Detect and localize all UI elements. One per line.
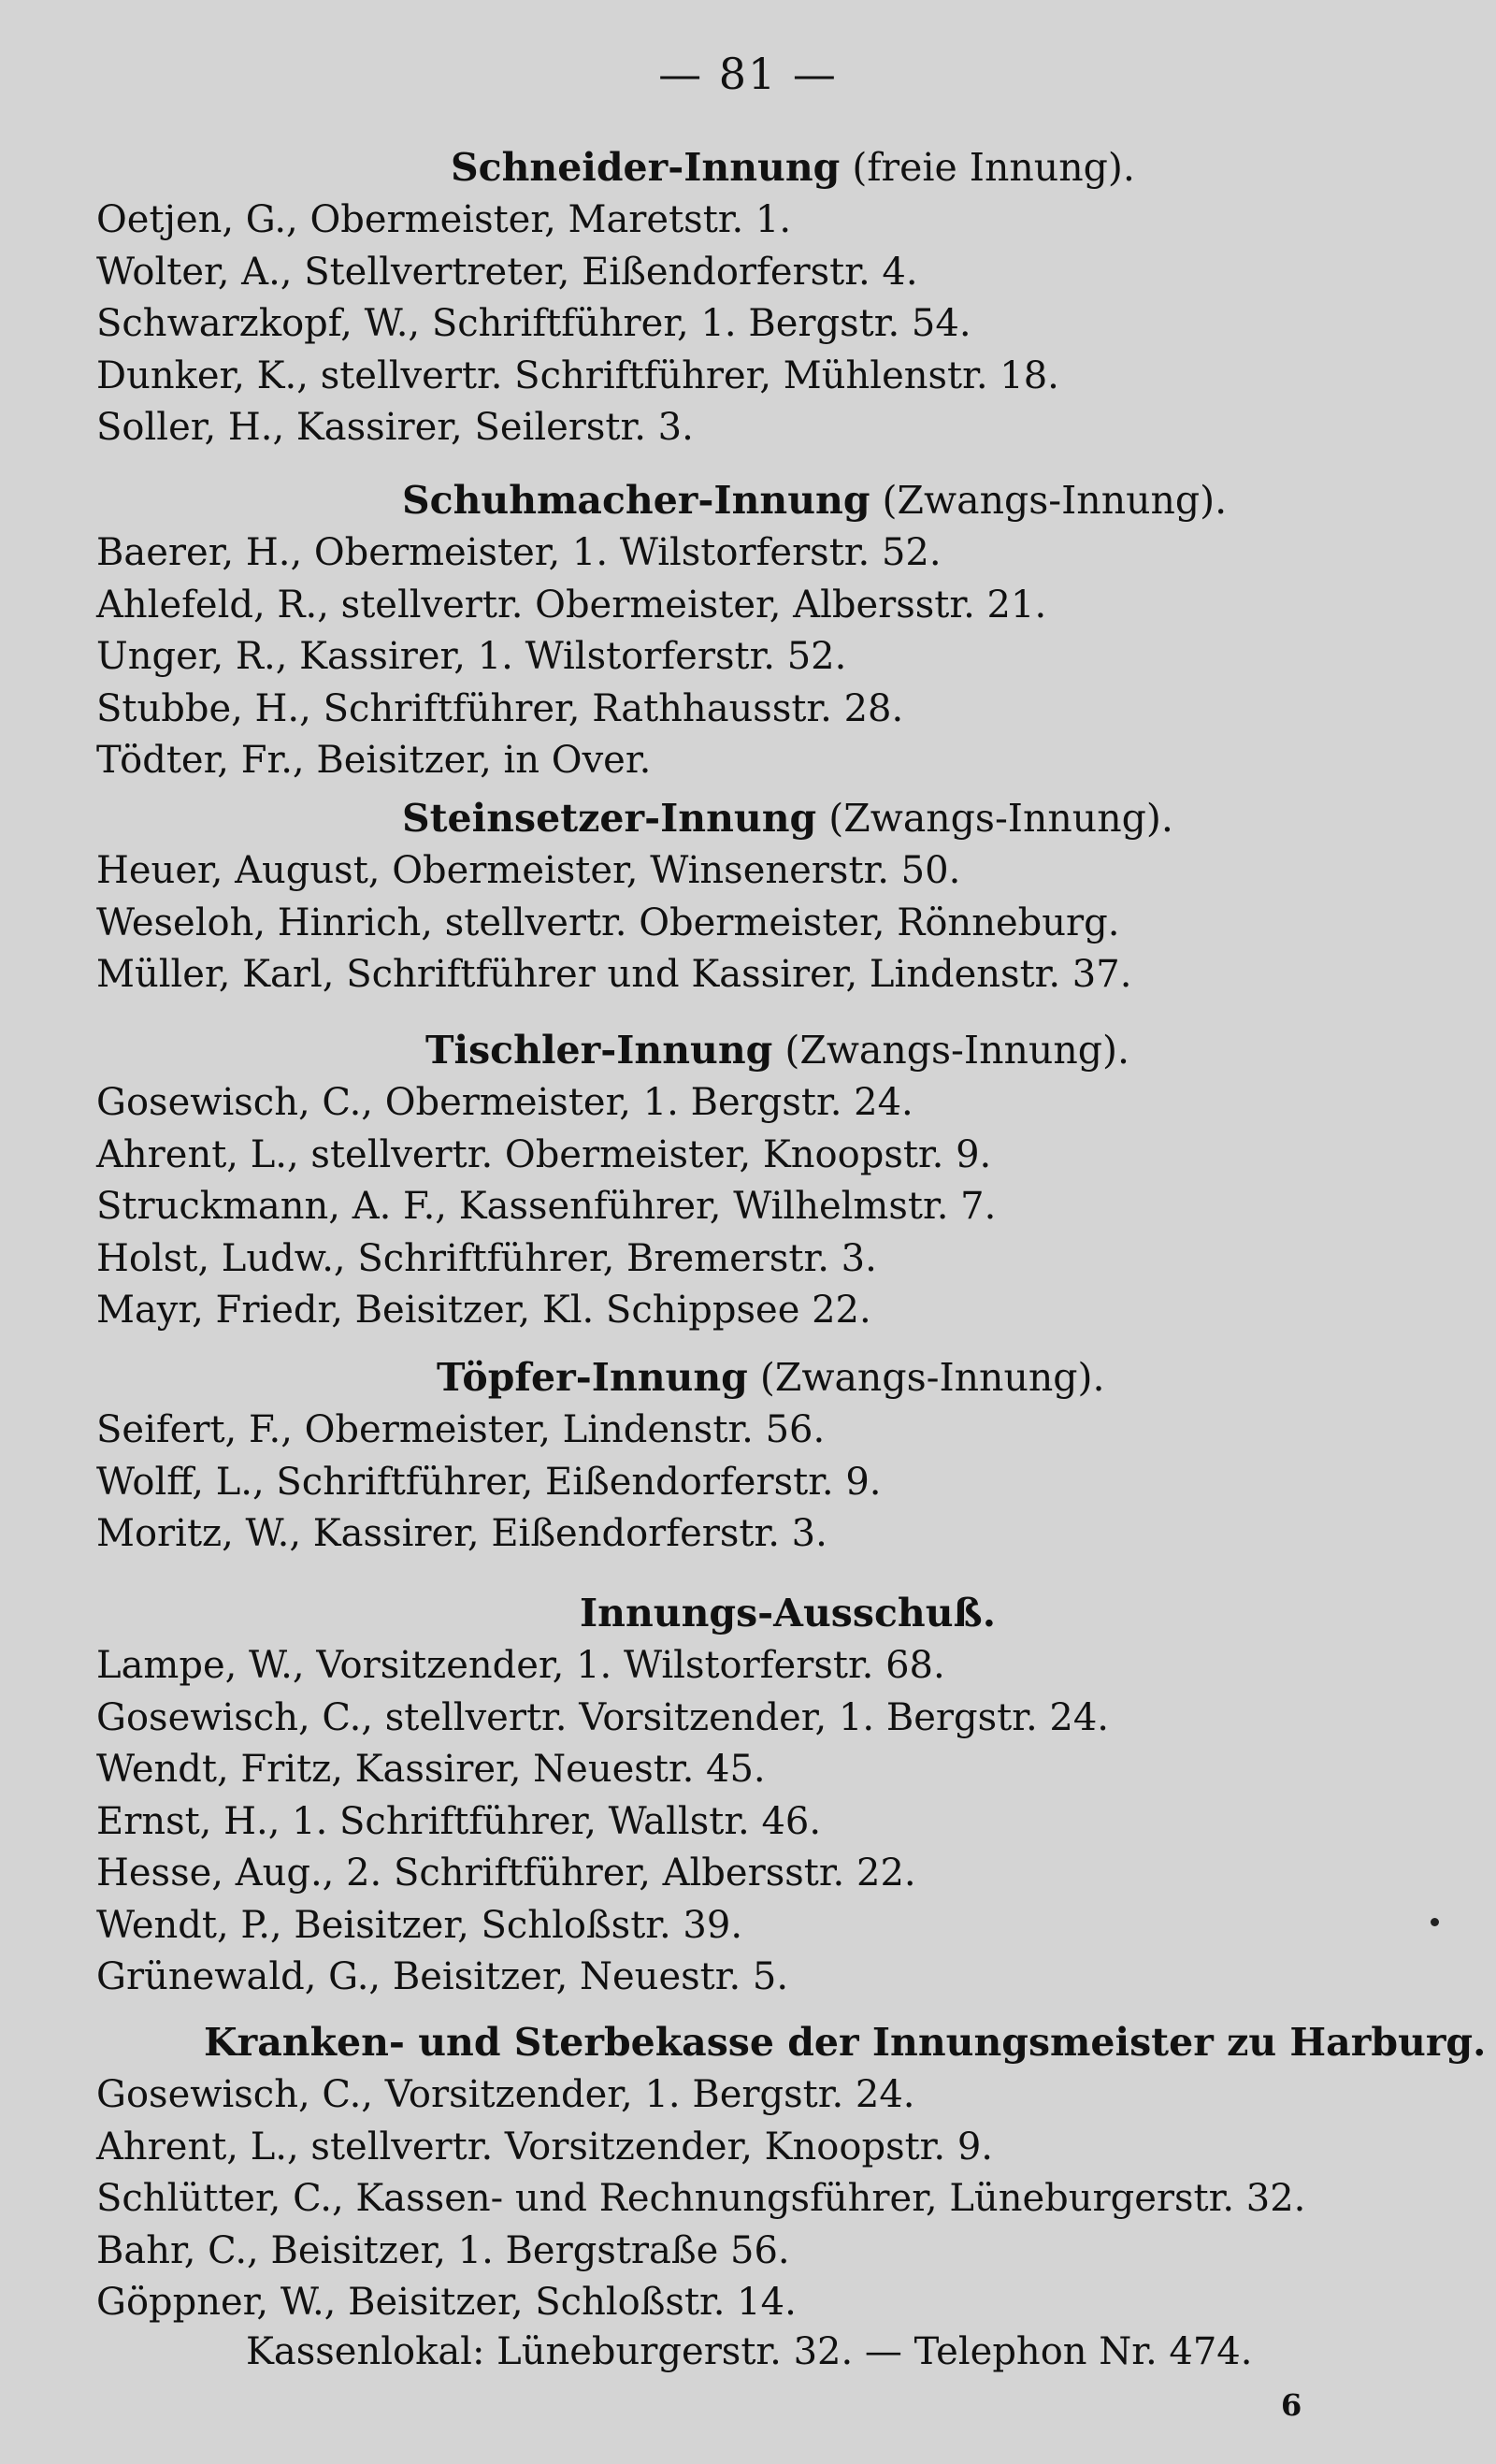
heading-title: Innungs-Ausschuß. bbox=[580, 1591, 996, 1635]
section-toepfer-innung bbox=[0, 1350, 1496, 1561]
list-item: Weseloh, Hinrich, stellvertr. Obermeister, Rönneburg. bbox=[96, 901, 1120, 944]
list-item: Bahr, C., Beisitzer, 1. Bergstraße 56. bbox=[96, 2228, 790, 2272]
list-item: Schlütter, C., Kassen- und Rechnungsführer, Lüneburgerstr. 32. bbox=[96, 2177, 1306, 2220]
list-item: Heuer, August, Obermeister, Winsenerstr. 50. bbox=[96, 849, 961, 892]
section-innungs-ausschuss bbox=[0, 1586, 1496, 2004]
list-item: Baerer, H., Obermeister, 1. Wilstorferstr. 52. bbox=[96, 531, 942, 574]
list-item: Tödter, Fr., Beisitzer, in Over. bbox=[96, 739, 652, 782]
list-item: Stubbe, H., Schriftführer, Rathhausstr. 28. bbox=[96, 686, 904, 730]
section-kranken-und-sterbekasse bbox=[0, 2015, 1496, 2329]
heading-subtitle: (Zwangs-Innung). bbox=[870, 478, 1228, 523]
section-tischler-innung bbox=[0, 1023, 1496, 1337]
heading-subtitle: (Zwangs-Innung). bbox=[772, 1028, 1130, 1073]
heading-title: Tischler-Innung bbox=[425, 1028, 773, 1073]
heading-title: Kranken- und Sterbekasse der Innungsmeister zu Harburg. bbox=[204, 2020, 1487, 2065]
heading-title: Töpfer-Innung bbox=[437, 1355, 748, 1400]
heading-title: Schneider-Innung bbox=[451, 145, 841, 190]
list-item: Mayr, Friedr, Beisitzer, Kl. Schippsee 22. bbox=[96, 1289, 871, 1332]
list-item: Grünewald, G., Beisitzer, Neuestr. 5. bbox=[96, 1955, 789, 1998]
list-item: Müller, Karl, Schriftführer und Kassirer, Lindenstr. 37. bbox=[96, 953, 1132, 996]
list-item: Gosewisch, C., stellvertr. Vorsitzender, 1. Bergstr. 24. bbox=[96, 1695, 1109, 1739]
heading-title: Schuhmacher-Innung bbox=[402, 478, 870, 523]
list-item: Gosewisch, C., Vorsitzender, 1. Bergstr. 24. bbox=[96, 2073, 915, 2116]
section-heading bbox=[0, 2015, 1496, 2069]
list-item: Wendt, P., Beisitzer, Schloßstr. 39. bbox=[96, 1903, 743, 1947]
heading-subtitle: (Zwangs-Innung). bbox=[816, 796, 1173, 841]
list-item: Hesse, Aug., 2. Schriftführer, Albersstr. 22. bbox=[96, 1852, 916, 1895]
list-item: Wolff, L., Schriftführer, Eißendorferstr. 9. bbox=[96, 1460, 882, 1504]
list-item: Holst, Ludw., Schriftführer, Bremerstr. 3. bbox=[96, 1236, 877, 1280]
list-item: Wolter, A., Stellvertreter, Eißendorferstr. 4. bbox=[96, 250, 918, 294]
list-item: Dunker, K., stellvertr. Schriftführer, Mühlenstr. 18. bbox=[96, 353, 1059, 397]
list-item: Struckmann, A. F., Kassenführer, Wilhelmstr. 7. bbox=[96, 1185, 997, 1228]
list-item: Wendt, Fritz, Kassirer, Neuestr. 45. bbox=[96, 1748, 766, 1791]
list-item: Ahrent, L., stellvertr. Vorsitzender, Knoopstr. 9. bbox=[96, 2125, 993, 2169]
signature-mark: 6 bbox=[1281, 2387, 1302, 2423]
section-heading bbox=[0, 791, 1496, 845]
list-item: Ahrent, L., stellvertr. Obermeister, Knoopstr. 9. bbox=[96, 1132, 992, 1176]
list-item: Ernst, H., 1. Schriftführer, Wallstr. 46. bbox=[96, 1799, 822, 1843]
section-steinsetzer-innung bbox=[0, 791, 1496, 1001]
heading-subtitle: (Zwangs-Innung). bbox=[747, 1355, 1105, 1400]
list-item: Soller, H., Kassirer, Seilerstr. 3. bbox=[96, 406, 694, 449]
list-item: Moritz, W., Kassirer, Eißendorferstr. 3. bbox=[96, 1512, 827, 1555]
section-heading bbox=[0, 1586, 1496, 1640]
list-item: Schwarzkopf, W., Schriftführer, 1. Bergstr. 54. bbox=[96, 302, 971, 345]
list-item: Ahlefeld, R., stellvertr. Obermeister, Albersstr. 21. bbox=[96, 583, 1047, 627]
list-item: Gosewisch, C., Obermeister, 1. Bergstr. 24. bbox=[96, 1081, 913, 1124]
heading-subtitle: (freie Innung). bbox=[840, 145, 1135, 190]
page-number: — 81 — bbox=[658, 49, 838, 99]
section-heading bbox=[0, 1350, 1496, 1405]
list-item: Göppner, W., Beisitzer, Schloßstr. 14. bbox=[96, 2281, 797, 2324]
list-item: Seifert, F., Obermeister, Lindenstr. 56. bbox=[96, 1408, 826, 1451]
section-heading bbox=[0, 1023, 1496, 1077]
footer-line: Kassenlokal: Lüneburgerstr. 32. — Telephon Nr. 474. bbox=[246, 2330, 1253, 2373]
list-item: Unger, R., Kassirer, 1. Wilstorferstr. 52. bbox=[96, 635, 847, 678]
section-heading bbox=[0, 473, 1496, 527]
heading-title: Steinsetzer-Innung bbox=[402, 796, 817, 841]
section-heading bbox=[0, 140, 1496, 195]
list-item: Lampe, W., Vorsitzender, 1. Wilstorferstr. 68. bbox=[96, 1644, 945, 1687]
list-item: Oetjen, G., Obermeister, Maretstr. 1. bbox=[96, 198, 792, 241]
ink-speck bbox=[1431, 1918, 1439, 1926]
section-schuhmacher-innung bbox=[0, 473, 1496, 787]
section-schneider-innung bbox=[0, 140, 1496, 454]
